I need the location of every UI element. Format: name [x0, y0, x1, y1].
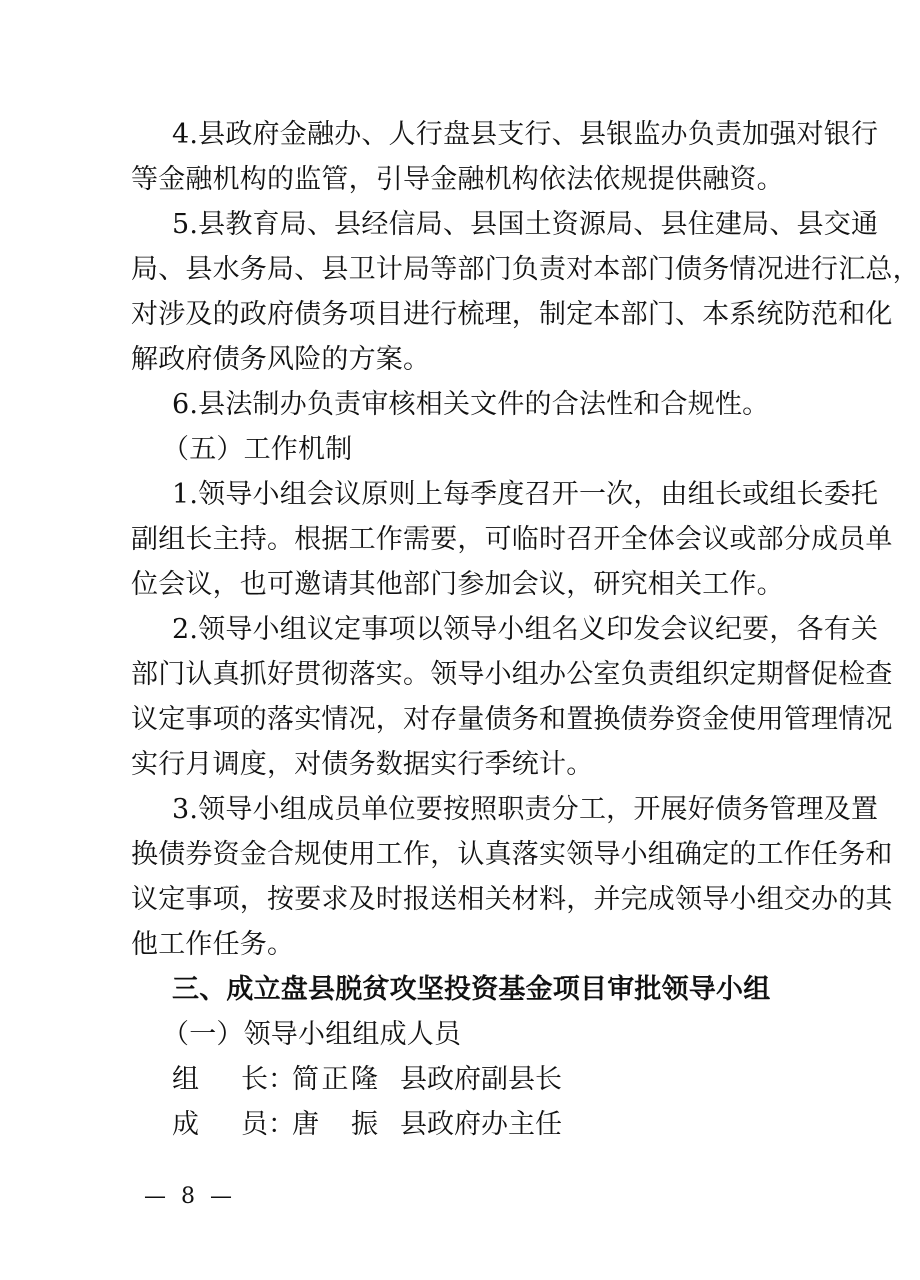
mechanism-2-line-2: 部门认真抓好贯彻落实。领导小组办公室负责组织定期督促检查	[131, 659, 893, 690]
mechanism-1-line-1: 1.领导小组会议原则上每季度召开一次，由组长或组长委托	[172, 479, 879, 510]
member-row-leader	[172, 1062, 562, 1098]
mechanism-1-line-2: 副组长主持。根据工作需要，可临时召开全体会议或部分成员单	[131, 524, 893, 555]
member-name: 唐振	[292, 1109, 378, 1140]
member-colon: ：	[268, 1109, 295, 1140]
section-three-heading: 三、成立盘县脱贫攻坚投资基金项目审批领导小组	[172, 974, 771, 1005]
member-role: 成员	[172, 1109, 268, 1140]
member-title: 县政府办主任	[400, 1109, 562, 1140]
member-role: 组长	[172, 1064, 268, 1095]
mechanism-2-line-4: 实行月调度，对债务数据实行季统计。	[131, 749, 594, 780]
mechanism-3-line-1: 3.领导小组成员单位要按照职责分工，开展好债务管理及置	[172, 794, 879, 825]
paragraph-5-line-1: 5.县教育局、县经信局、县国土资源局、县住建局、县交通	[172, 209, 879, 240]
section-five-heading: （五）工作机制	[162, 434, 353, 465]
mechanism-1-line-3: 位会议，也可邀请其他部门参加会议，研究相关工作。	[131, 569, 784, 600]
page-number: — 8 —	[144, 1184, 236, 1209]
member-colon: ：	[268, 1064, 295, 1095]
mechanism-3-line-2: 换债券资金合规使用工作，认真落实领导小组确定的工作任务和	[131, 839, 893, 870]
mechanism-2-line-1: 2.领导小组议定事项以领导小组名义印发会议纪要，各有关	[172, 614, 879, 645]
paragraph-5-line-3: 对涉及的政府债务项目进行梳理，制定本部门、本系统防范和化	[131, 299, 893, 330]
mechanism-3-line-4: 他工作任务。	[131, 929, 295, 960]
paragraph-4-line-2: 等金融机构的监管，引导金融机构依法依规提供融资。	[131, 164, 784, 195]
member-name: 简正隆	[292, 1064, 378, 1095]
member-row-member	[172, 1107, 562, 1143]
mechanism-3-line-3: 议定事项，按要求及时报送相关材料，并完成领导小组交办的其	[131, 884, 893, 915]
paragraph-6-line-1: 6.县法制办负责审核相关文件的合法性和合规性。	[172, 389, 770, 420]
mechanism-2-line-3: 议定事项的落实情况，对存量债务和置换债券资金使用管理情况	[131, 704, 893, 735]
member-title: 县政府副县长	[400, 1064, 562, 1095]
subsection-one-heading: （一）领导小组组成人员	[162, 1019, 462, 1050]
paragraph-5-line-2: 局、县水务局、县卫计局等部门负责对本部门债务情况进行汇总，	[131, 254, 920, 285]
paragraph-4-line-1: 4.县政府金融办、人行盘县支行、县银监办负责加强对银行	[172, 119, 879, 150]
paragraph-5-line-4: 解政府债务风险的方案。	[131, 344, 431, 375]
